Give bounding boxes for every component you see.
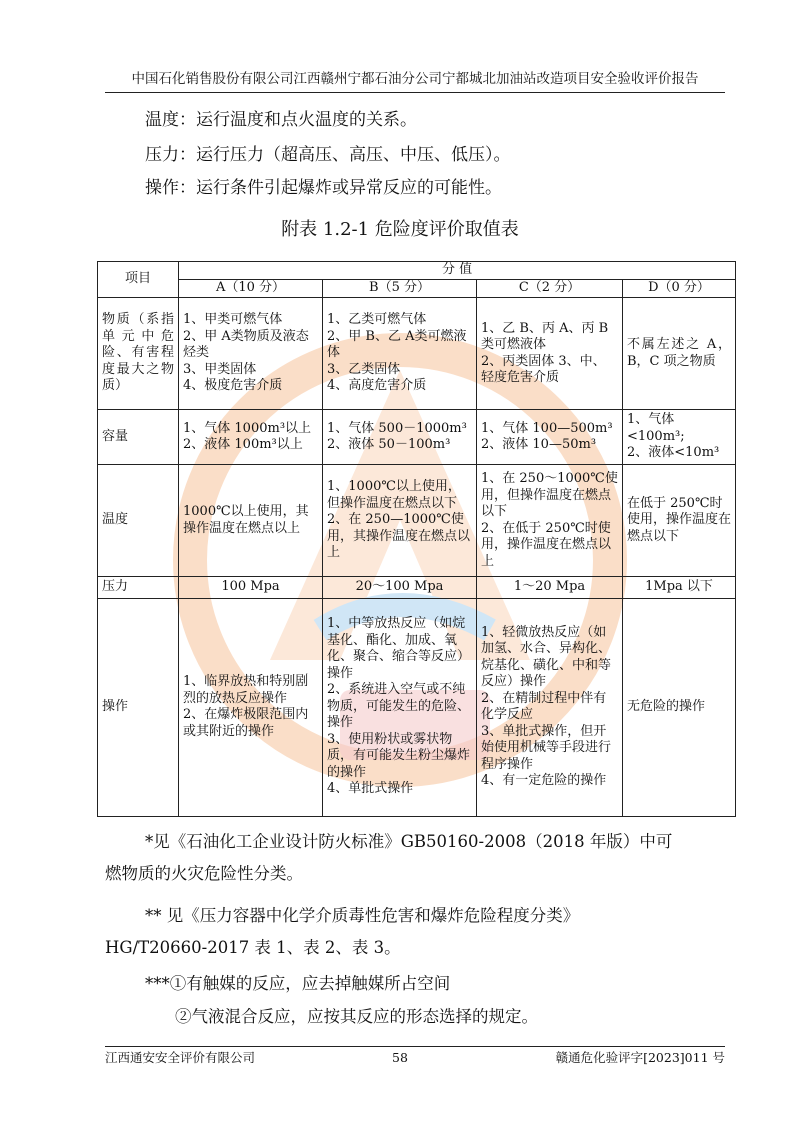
cell-c: 1、轻微放热反应（如加氢、水合、异构化、烷基化、磺化、中和等反应）操作 2、在精制过程中伴有化学反应 3、单批式操作，但开始使用机械等手段进行程序操作 4、有一定危险的操作	[477, 598, 623, 816]
intro-operation: 操作：运行条件引起爆炸或异常反应的可能性。	[145, 178, 502, 198]
cell-b: 1、1000℃以上使用，但操作温度在燃点以下 2、在 250—1000℃使用，其操作温度在燃点以上	[323, 465, 477, 577]
note-3: ***①有触媒的反应，应去掉触媒所占空间	[145, 974, 451, 993]
cell-a: 1000℃以上使用，其操作温度在燃点以上	[179, 465, 323, 577]
cell-d: 1Mpa 以下	[623, 577, 736, 599]
note-2-line-1: ** 见《压力容器中化学介质毒性危害和爆炸危险程度分类》	[145, 906, 580, 925]
row-label: 压力	[98, 577, 179, 599]
table-row-operation	[98, 598, 736, 816]
risk-score-table	[97, 261, 736, 817]
footer-company: 江西通安安全评价有限公司	[105, 1050, 256, 1065]
grade-d: D（0 分）	[623, 280, 736, 298]
footer-doc-number: 赣通危化验评字[2023]011 号	[555, 1050, 725, 1065]
cell-c: 1、在 250～1000℃使用，但操作温度在燃点以下 2、在低于 250℃时使用，操作温度在燃点以上	[477, 465, 623, 577]
table-grade-row	[98, 280, 736, 298]
cell-d: 无危险的操作	[623, 598, 736, 816]
grade-b: B（5 分）	[323, 280, 477, 298]
intro-pressure: 压力：运行压力（超高压、高压、中压、低压）。	[145, 145, 511, 165]
grade-a: A（10 分）	[179, 280, 323, 298]
table-row-pressure	[98, 577, 736, 599]
page-number: 58	[392, 1050, 408, 1065]
row-label: 操作	[98, 598, 179, 816]
note-2-line-2: HG/T20660-2017 表 1、表 2、表 3。	[105, 938, 401, 957]
cell-d: 在低于 250℃时使用，操作温度在燃点以下	[623, 465, 736, 577]
table-row-capacity	[98, 410, 736, 465]
cell-c: 1、气体 100—500m³ 2、液体 10—50m³	[477, 410, 623, 465]
table-caption: 附表 1.2-1 危险度评价取值表	[281, 219, 519, 240]
page-header: 中国石化销售股份有限公司江西赣州宁都石油分公司宁都城北加油站改造项目安全验收评价报告	[105, 66, 725, 93]
note-1-line-2: 燃物质的火灾危险性分类。	[105, 864, 303, 883]
cell-a: 1、甲类可燃气体 2、甲 A类物质及液态烃类 3、甲类固体 4、极度危害介质	[179, 298, 323, 410]
row-label: 温度	[98, 465, 179, 577]
note-4: ②气液混合反应，应按其反应的形态选择的规定。	[175, 1007, 538, 1026]
cell-a: 1、临界放热和特别剧烈的放热反应操作 2、在爆炸极限范围内或其附近的操作	[179, 598, 323, 816]
cell-b: 1、中等放热反应（如烷基化、酯化、加成、氧化、聚合、缩合等反应）操作 2、系统进入空气或不纯物质，可能发生的危险、操作 3、使用粉状或雾状物质，有可能发生粉尘爆炸的操作 4、单批式操作	[323, 598, 477, 816]
cell-d: 不属左述之 A，B，C 项之物质	[623, 298, 736, 410]
header-item: 项目	[98, 262, 179, 298]
table-row-temperature	[98, 465, 736, 577]
footer-divider	[105, 1046, 725, 1047]
cell-c: 1～20 Mpa	[477, 577, 623, 599]
table-header-row	[98, 262, 736, 280]
cell-a: 100 Mpa	[179, 577, 323, 599]
row-label: 物质（系指单元中危险、有害程度最大之物质）	[98, 298, 179, 410]
intro-temperature: 温度：运行温度和点火温度的关系。	[145, 110, 417, 130]
cell-b: 20～100 Mpa	[323, 577, 477, 599]
table-row-substance	[98, 298, 736, 410]
note-1-line-1: *见《石油化工企业设计防火标准》GB50160-2008（2018 年版）中可	[145, 832, 673, 851]
cell-a: 1、气体 1000m³以上 2、液体 100m³以上	[179, 410, 323, 465]
grade-c: C（2 分）	[477, 280, 623, 298]
cell-b: 1、乙类可燃气体 2、甲 B、乙 A类可燃液体 3、乙类固体 4、高度危害介质	[323, 298, 477, 410]
header-score: 分 值	[179, 262, 736, 280]
cell-c: 1、乙 B、丙 A、丙 B类可燃液体 2、丙类固体 3、中、轻度危害介质	[477, 298, 623, 410]
cell-b: 1、气体 500－1000m³ 2、液体 50－100m³	[323, 410, 477, 465]
cell-d: 1、气体<100m³; 2、液体<10m³	[623, 410, 736, 465]
row-label: 容量	[98, 410, 179, 465]
